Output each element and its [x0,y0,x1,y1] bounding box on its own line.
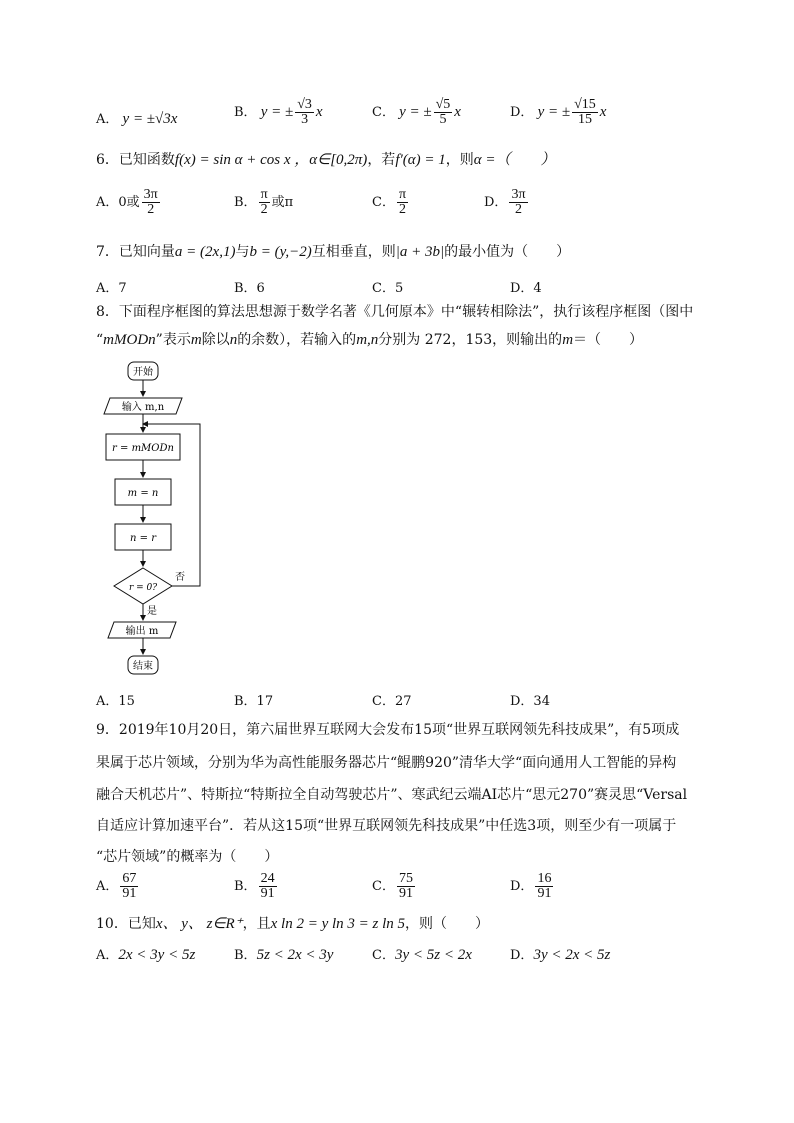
flow-start-label: 开始 [133,367,153,378]
question-text: ，若 [367,152,396,168]
math-variable: m [562,332,574,348]
fraction [120,872,138,901]
option-label: A． [96,948,119,963]
q5-option-d [510,98,606,127]
question-text: 10．已知 [96,916,156,932]
math-expression: 2x < 3y < 5z [118,947,196,963]
question-text: 的余数），若输入的 [237,332,357,348]
math-expression: mMODn [103,332,156,348]
math-expression: x、 y、 z∈R⁺ [155,916,243,932]
fraction [509,188,527,217]
math-expression: y = ± [260,104,294,120]
question-text: 6．已知函数 [96,152,175,168]
numerator: 3π [511,187,526,202]
q6-option-a [96,188,162,217]
question-text: ”表示 [155,332,191,348]
denominator: 91 [398,886,413,901]
question-text: 除以 [201,332,230,348]
math-expression: m,n [356,332,379,348]
q8-option-b: B．17 [234,694,274,709]
math-variable: x [454,104,461,120]
question-text: 分别为 272，153，则输出的 [378,332,563,348]
denominator: 5 [434,112,453,127]
fraction [572,98,598,127]
q5-option-b [234,98,323,127]
option-label: D． [510,879,534,894]
q10-option-c [372,944,472,964]
fraction [142,188,160,217]
q8-stem-line2 [96,330,643,350]
math-expression: |a + 3b| [395,244,445,260]
option-label: C． [372,948,395,963]
math-expression: y = ± [537,104,571,120]
math-variable: m [190,332,202,348]
fraction [259,872,277,901]
numerator: π [398,187,407,202]
flow-input-label: 输入 m,n [121,402,165,413]
q8-option-c: C．27 [372,694,412,709]
math-expression: y = ±√3x [122,111,178,127]
option-label: B． [234,948,257,963]
q8-option-a: A．15 [96,694,135,709]
option-label: D． [510,105,534,120]
q9-line1: 9．2019年10月20日，第六届世界互联网大会发布15项“世界互联网领先科技成果”，有5项成 [96,722,680,738]
math-expression: f′(α) = 1 [395,152,446,168]
option-text: 0或 [118,195,140,210]
flow-yes-label: 是 [147,606,157,617]
math-variable: x [599,104,607,120]
q9-line5: “芯片领域”的概率为（ ） [96,849,279,865]
question-text: “ [96,332,104,348]
option-label: C． [372,195,395,210]
q9-line3: 融合天机芯片”、特斯拉“特斯拉全自动驾驶芯片”、寒武纪云端AI芯片“思元270”赛灵思“Versal [96,787,688,803]
numerator: √15 [574,97,596,112]
denominator: 91 [260,886,275,901]
denominator: 3 [295,112,314,127]
q7-stem [96,242,570,262]
q8-stem-line1: 8．下面程序框图的算法思想源于数学名著《几何原本》中“辗转相除法”，执行该程序框图（图中 [96,304,694,320]
option-label: D． [484,195,508,210]
q9-line2: 果属于芯片领域，分别为华为高性能服务器芯片“鲲鹏920”清华大学“面向通用人工智能的异构 [96,755,677,771]
option-label: D． [510,948,534,963]
flow-step-nr-label: n = r [130,533,156,544]
math-variable: n [229,332,238,348]
q6-stem [96,150,556,170]
option-label: C． [372,879,395,894]
question-text: ，则（ ） [405,916,490,932]
math-expression: b = (y,−2) [249,244,312,260]
question-text: ，则 [445,152,474,168]
question-text: ＝（ ） [573,332,644,348]
q10-option-a [96,944,195,964]
option-label: A． [96,112,119,127]
flow-end-label: 结束 [133,661,153,672]
flow-decision-label: r = 0? [128,583,158,593]
denominator: 2 [142,202,160,217]
q5-option-c [372,98,461,127]
math-variable: x [315,104,323,120]
flow-output-label: 输出 m [125,626,159,637]
fraction [295,98,314,127]
fraction [397,872,415,901]
numerator: 67 [122,871,137,886]
question-text: 与 [235,244,250,260]
denominator: 15 [572,112,598,127]
numerator: 16 [537,871,552,886]
option-label: A． [96,879,119,894]
q7-option-d: D．4 [510,281,542,296]
question-text: 的最小值为（ ） [444,244,571,260]
fraction [259,188,270,217]
numerator: π [260,187,268,202]
flow-step-mod-label: r = mMODn [112,443,174,454]
numerator: 24 [260,871,275,886]
math-expression: x ln 2 = y ln 3 = z ln 5 [270,916,406,932]
flow-no-label: 否 [175,572,185,583]
denominator: 2 [397,202,408,217]
flow-step-mn-label: m = n [127,488,159,499]
question-text: 7．已知向量 [96,244,175,260]
numerator: 3π [143,187,158,202]
q9-option-b [234,872,279,901]
question-text: ，且 [242,916,271,932]
q9-line4: 自适应计算加速平台”．若从这15项“世界互联网领先科技成果”中任选3项，则至少有一项属于 [96,818,677,834]
fraction [397,188,408,217]
option-label: B． [234,195,257,210]
denominator: 91 [537,886,552,901]
numerator: √3 [297,97,312,112]
denominator: 91 [122,886,137,901]
option-label: C． [372,105,395,120]
math-expression: 5z < 2x < 3y [256,947,334,963]
q9-option-d [510,872,555,901]
q9-option-a [96,872,140,901]
option-label: B． [234,879,257,894]
fraction [434,98,453,127]
denominator: 2 [509,202,527,217]
q6-option-d [484,188,530,217]
denominator: 2 [259,202,270,217]
q5-option-a [96,108,177,128]
q6-option-c [372,188,410,217]
q6-option-b [234,188,293,217]
math-expression: 3y < 5z < 2x [394,947,472,963]
fraction [535,872,553,901]
q10-stem [96,914,489,934]
option-label: A． [96,195,119,210]
q9-option-c [372,872,417,901]
math-expression: a = (2x,1) [174,244,236,260]
numerator: √5 [435,97,451,112]
q10-option-d [510,944,610,964]
math-expression: f(x) = sin α + cos x ，α∈[0,2π) [174,152,368,168]
question-text: 互相垂直，则 [311,244,396,260]
option-label: B． [234,105,257,120]
q7-option-c: C．5 [372,281,404,296]
option-text: 或π [271,195,294,210]
numerator: 75 [398,871,413,886]
q7-option-a: A．7 [96,281,127,296]
q7-option-b: B．6 [234,281,265,296]
q10-option-b [234,944,333,964]
flowchart [96,358,216,678]
math-expression: y = ± [399,104,432,120]
math-expression: α =（ ） [473,152,556,168]
q8-option-d: D．34 [510,694,550,709]
math-expression: 3y < 2x < 5z [533,947,611,963]
